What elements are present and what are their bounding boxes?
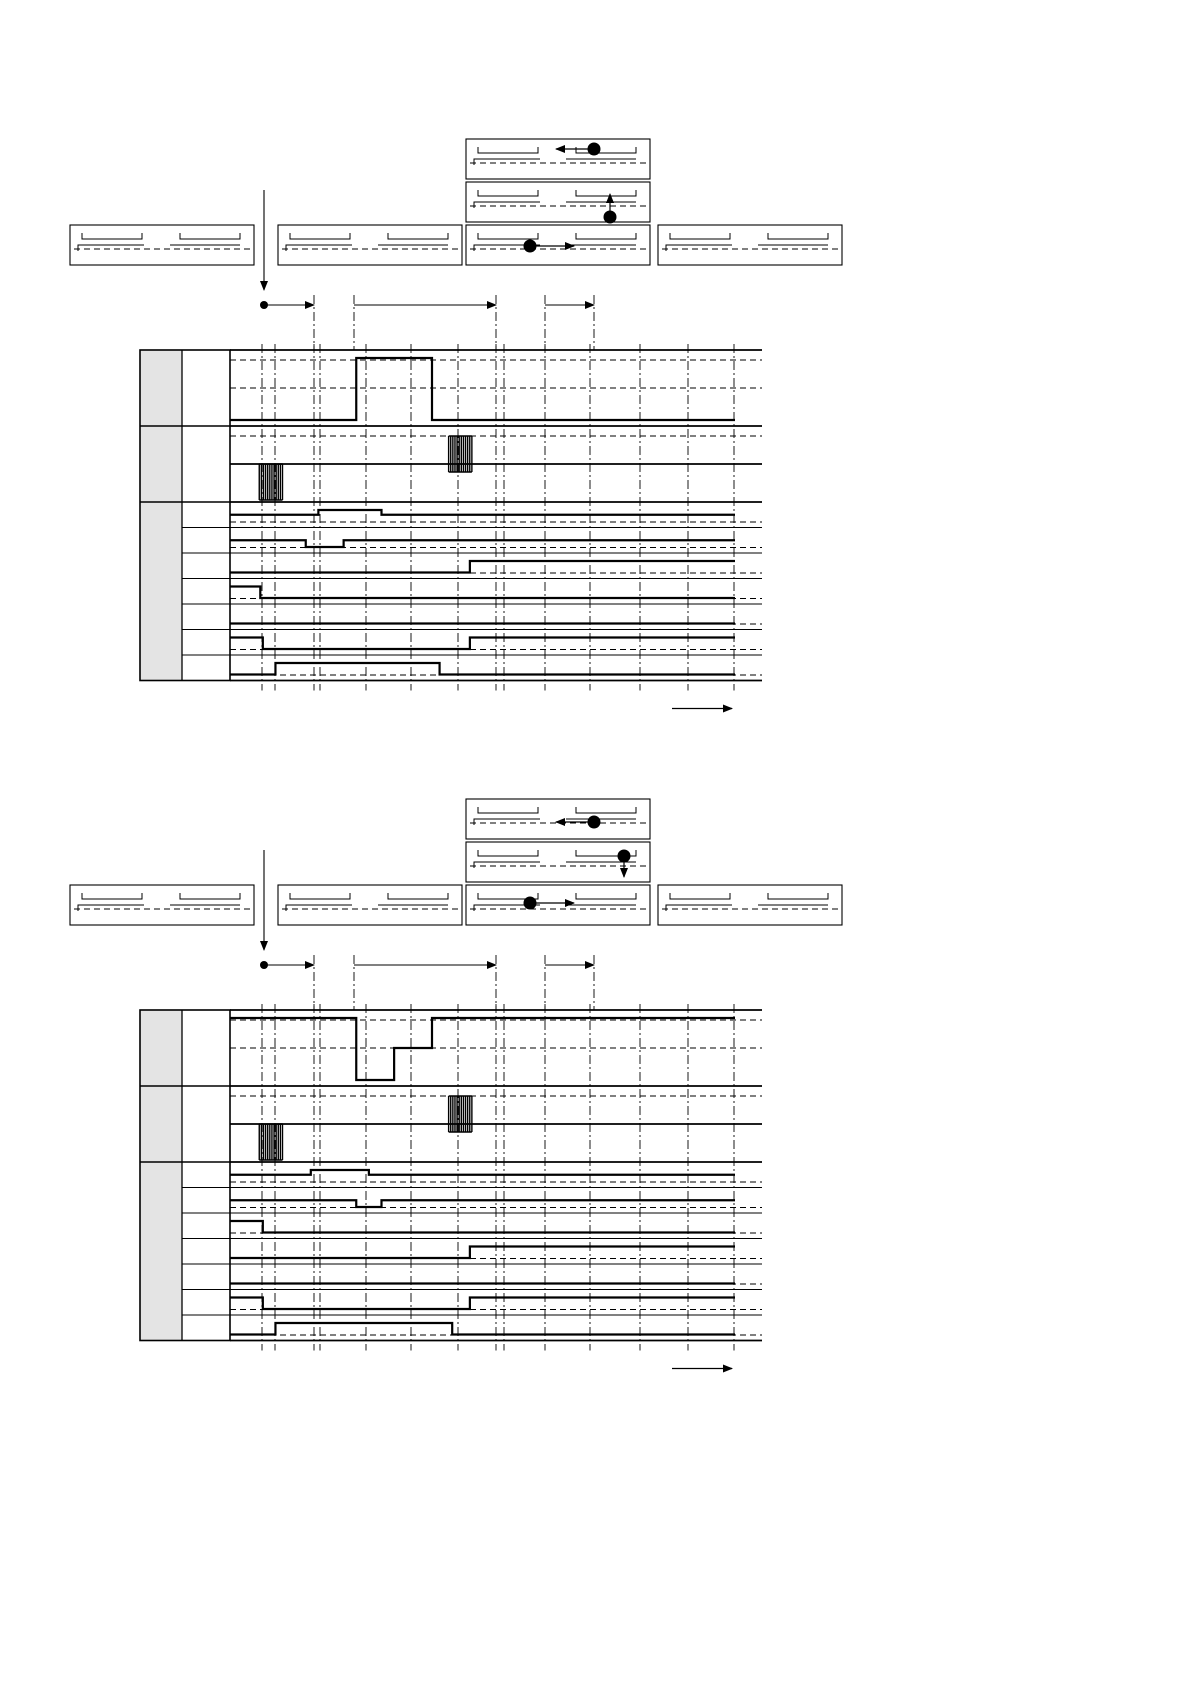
block-center-slot-upper	[478, 233, 636, 239]
block-center-top-slot-lower	[474, 159, 636, 165]
position-waveform	[230, 1018, 735, 1080]
pulse-burst-1	[259, 1124, 282, 1160]
block-center-left	[278, 225, 462, 265]
block-center-top-slot-upper	[478, 147, 636, 153]
block-center-mid-slot-lower	[474, 862, 636, 868]
block-left-slot-lower	[78, 905, 240, 911]
channel-waveform-4	[230, 1247, 735, 1259]
pulse-burst-2	[449, 1096, 472, 1132]
block-center-slot-upper	[478, 893, 636, 899]
block-right-slot-upper	[670, 233, 828, 239]
block-center-mid-slot-upper	[478, 190, 636, 196]
marker-dot-3	[524, 240, 537, 253]
marker-dot-1	[588, 816, 601, 829]
block-center-left-slot-upper	[290, 893, 448, 899]
block-left	[70, 225, 254, 265]
block-center-top-slot-upper	[478, 807, 636, 813]
channel-waveform-2	[230, 1200, 735, 1207]
block-center-left	[278, 885, 462, 925]
channel-waveform-4	[230, 587, 735, 599]
block-left	[70, 885, 254, 925]
block-center-top-slot-lower	[474, 819, 636, 825]
block-center-left-slot-lower	[286, 245, 448, 251]
block-right-slot-lower	[666, 905, 828, 911]
pulse-burst-2	[449, 436, 472, 472]
marker-dot-3	[524, 897, 537, 910]
channel-waveform-7	[230, 663, 735, 675]
channel-waveform-2	[230, 540, 735, 547]
block-left-slot-upper	[82, 893, 240, 899]
block-right	[658, 225, 842, 265]
block-right	[658, 885, 842, 925]
channel-waveform-1	[230, 1170, 735, 1175]
block-left-slot-lower	[78, 245, 240, 251]
marker-dot-1	[588, 143, 601, 156]
lower-timing-panel	[70, 799, 842, 1369]
block-center-mid-slot-lower	[474, 202, 636, 208]
marker-dot-2	[618, 850, 631, 863]
block-center-left-slot-lower	[286, 905, 448, 911]
channel-waveform-3	[230, 561, 735, 573]
channel-waveform-6	[230, 638, 735, 650]
block-center	[466, 225, 650, 265]
block-center-left-slot-upper	[290, 233, 448, 239]
block-center-mid-slot-upper	[478, 850, 636, 856]
block-right-slot-lower	[666, 245, 828, 251]
block-center-slot-lower	[474, 905, 636, 911]
block-center-top	[466, 799, 650, 839]
block-center-top	[466, 139, 650, 179]
block-center	[466, 885, 650, 925]
block-left-slot-upper	[82, 233, 240, 239]
block-center-mid	[466, 182, 650, 222]
pulse-burst-1	[259, 464, 282, 500]
marker-dot-2	[604, 211, 617, 224]
upper-timing-panel	[70, 139, 842, 709]
position-waveform	[230, 358, 735, 420]
channel-waveform-6	[230, 1298, 735, 1310]
channel-waveform-1	[230, 510, 735, 515]
block-right-slot-upper	[670, 893, 828, 899]
group-label-column	[140, 1010, 182, 1341]
channel-waveform-3	[230, 1221, 735, 1233]
group-label-column	[140, 350, 182, 681]
channel-waveform-7	[230, 1323, 735, 1335]
